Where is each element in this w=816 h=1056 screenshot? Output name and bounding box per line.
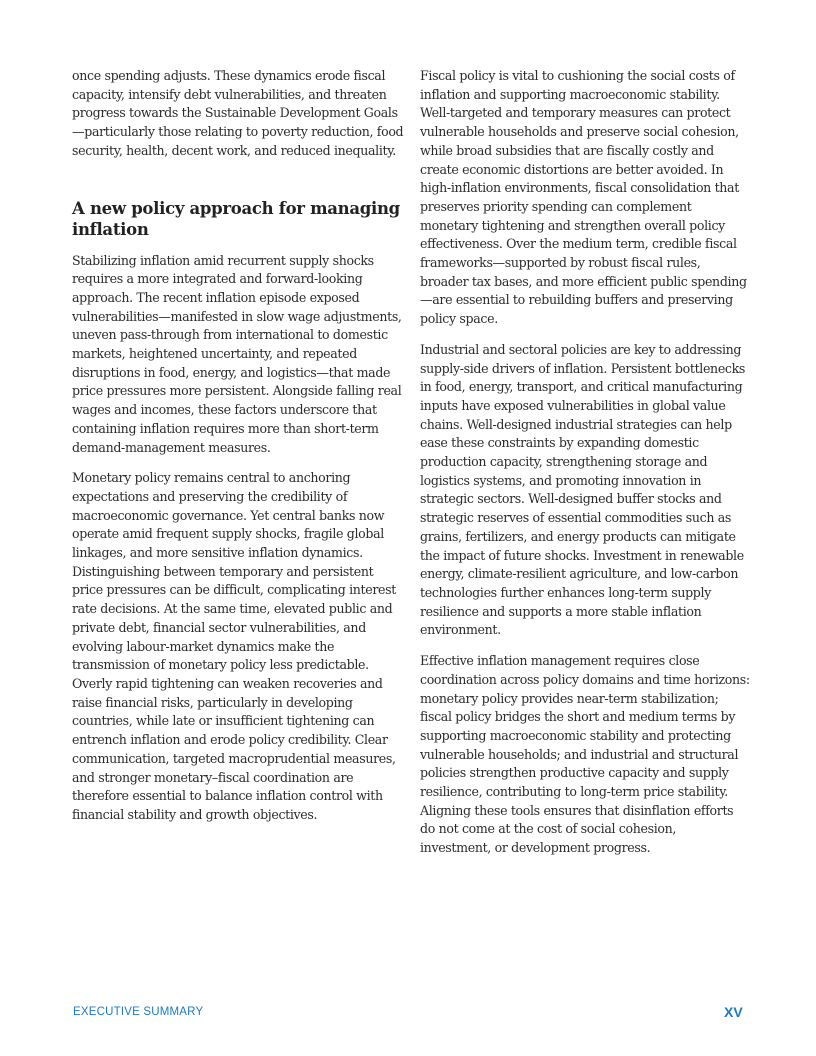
section-heading: A new policy approach for managing inflation: [72, 198, 400, 239]
section-spacer: [72, 173, 404, 198]
intro-paragraph: once spending adjusts. These dynamics erode fiscal capacity, intensify debt vulnerabilities, and threaten progress towards the Sustainable Development Goals—particularly those relating to poverty reduction, food security, health, decent work, and reduced inequality.: [72, 68, 404, 158]
paragraph-supply-shocks: Stabilizing inflation amid recurrent supply shocks requires a more integrated and forward-looking approach. The recent inflation episode exposed vulnerabilities—manifested in slow wage adjustments, uneven pass-through from international to domestic markets, heightened uncertainty, and repeated disruptions in food, energy, and logistics—that made price pressures more persistent. Alongside falling real wages and incomes, these factors underscore that containing inflation requires more than short-term demand-management measures.: [72, 252, 402, 455]
footer-section-label: EXECUTIVE SUMMARY: [73, 1006, 204, 1018]
paragraph-fiscal-policy: Fiscal policy is vital to cushioning the social costs of inflation and supporting macroeconomic stability. Well-targeted and temporary measures can protect vulnerable households and preserve social cohesion, while broad subsidies that are fiscally costly and create economic distortions are better avoided. In high-inflation environments, fiscal consolidation that preserves priority spending can complement monetary tightening and strengthen overall policy effectiveness. Over the medium term, credible fiscal frameworks—supported by robust fiscal rules, broader tax bases, and more efficient public spending—are essential to rebuilding buffers and preserving policy space.: [420, 68, 747, 327]
right-column: [420, 67, 750, 870]
footer-page-number: XV: [724, 1004, 743, 1020]
paragraph-monetary-policy: Monetary policy remains central to anchoring expectations and preserving the credibility of macroeconomic governance. Yet central banks now operate amid frequent supply shocks, fragile global linkages, and more sensitive inflation dynamics. Distinguishing between temporary and persistent price pressures can be difficult, complicating interest rate decisions. At the same time, elevated public and private debt, financial sector vulnerabilities, and evolving labour-market dynamics make the transmission of monetary policy less predictable. Overly rapid tightening can weaken recoveries and raise financial risks, particularly in developing countries, while late or insufficient tightening can entrench inflation and erode policy credibility. Clear communication, targeted macroprudential measures, and stronger monetary–fiscal coordination are therefore essential to balance inflation control with financial stability and growth objectives.: [72, 470, 396, 822]
paragraph-coordination: Effective inflation management requires close coordination across policy domains and time horizons: monetary policy provides near-term stabilization; fiscal policy bridges the short and medium terms by supporting macroeconomic stability and protecting vulnerable households; and industrial and structural policies strengthen productive capacity and supply resilience, contributing to long-term price stability. Aligning these tools ensures that disinflation efforts do not come at the cost of social cohesion, investment, or development progress.: [420, 653, 750, 856]
paragraph-industrial-policy: Industrial and sectoral policies are key to addressing supply-side drivers of inflation. Persistent bottlenecks in food, energy, transport, and critical manufacturing inputs have exposed vulnerabilities in global value chains. Well-designed industrial strategies can help ease these constraints by expanding domestic production capacity, strengthening storage and logistics systems, and promoting innovation in strategic sectors. Well-designed buffer stocks and strategic reserves of essential commodities such as grains, fertilizers, and energy products can mitigate the impact of future shocks. Investment in renewable energy, climate-resilient agriculture, and low-carbon technologies further enhances long-term supply resilience and supports a more stable inflation environment.: [420, 341, 746, 638]
left-column: [72, 67, 404, 837]
